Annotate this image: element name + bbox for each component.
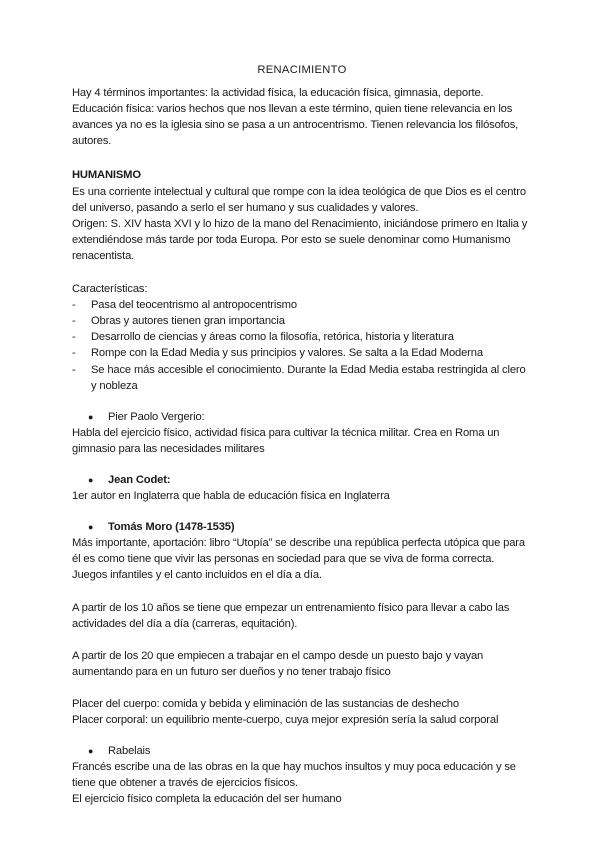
author-bullet-codet xyxy=(72,472,532,488)
list-item: - Desarrollo de ciencias y áreas como la filosofía, retórica, historia y literatura xyxy=(72,329,532,345)
list-item: - Pasa del teocentrismo al antropocentrismo xyxy=(72,297,532,313)
list-item: - Obras y autores tienen gran importancia xyxy=(72,313,532,329)
intro-paragraph: Educación física: varios hechos que nos llevan a este término, quien tiene relevancia en los avances ya no es la iglesia sino se pasa a un antrocentrismo. Tienen relevancia los filósofos, autores. xyxy=(72,103,519,148)
author-paragraph: Placer corporal: un equilibrio mente-cuerpo, cuya mejor expresión sería la salud corporal xyxy=(72,714,499,726)
bullet-icon: ● xyxy=(88,746,94,757)
bullet-icon: ● xyxy=(88,474,94,485)
humanismo-paragraph: Origen: S. XIV hasta XVI y lo hizo de la mano del Renacimiento, iniciándose primero en Italia y extendiéndose más tarde por toda Europa. Por esto se suele denominar como Humanismo renacentista. xyxy=(72,217,528,262)
humanismo-paragraph: Es una corriente intelectual y cultural que rompe con la idea teológica de que Dios es el centro del universo, pasando a serlo el ser humano y sus cualidades y valores. xyxy=(72,185,526,214)
author-paragraph: Francés escribe una de las obras en la que hay muchos insultos y muy poca educación y se tiene que obtener a través de ejercicios físicos. xyxy=(72,761,516,790)
author-name: Tomás Moro (1478-1535) xyxy=(108,521,235,534)
author-bullet-rabelais xyxy=(72,743,532,759)
document-title: RENACIMIENTO xyxy=(257,64,347,76)
author-paragraph: A partir de los 20 que empiecen a trabajar en el campo desde un puesto bajo y vayan aumentando para en un futuro ser dueños y no tener trabajo físico xyxy=(72,649,484,678)
author-paragraph: Habla del ejercicio físico, actividad física para cultivar la técnica militar. Crea en Roma un gimnasio para las necesidades militares xyxy=(72,426,500,455)
caracteristicas-label: Características: xyxy=(72,283,148,296)
document-page xyxy=(72,62,532,807)
author-bullet-moro xyxy=(72,519,532,535)
author-bullet-vergerio xyxy=(72,409,532,425)
author-paragraph: 1er autor en Inglaterra que habla de educación física en Inglaterra xyxy=(72,490,390,503)
bullet-icon: ● xyxy=(88,522,94,533)
section-heading-humanismo: HUMANISMO xyxy=(72,169,141,182)
list-item: - Rompe con la Edad Media y sus principios y valores. Se salta a la Edad Moderna xyxy=(72,345,532,361)
author-name: Rabelais xyxy=(108,745,151,758)
author-paragraph: A partir de los 10 años se tiene que empezar un entrenamiento físico para llevar a cabo las actividades del día a día (carreras, equitación). xyxy=(72,601,510,630)
author-paragraph: Placer del cuerpo: comida y bebida y eliminación de las sustancias de deshecho xyxy=(72,697,459,710)
author-name: Pier Paolo Vergerio: xyxy=(108,410,205,423)
list-item: - Se hace más accesible el conocimiento. Durante la Edad Media estaba restringida al clero y nobleza xyxy=(72,362,532,394)
author-paragraph: El ejercicio físico completa la educación del ser humano xyxy=(72,793,342,806)
author-name: Jean Codet: xyxy=(108,473,171,486)
author-paragraph: Más importante, aportación: libro “Utopía” se describe una república perfecta utópica que para él es como tiene que vivir las personas en sociedad para que se viva de forma correcta. Juegos infantiles y el canto incluidos en el día a día. xyxy=(72,537,525,582)
caracteristicas-list xyxy=(72,297,532,394)
bullet-icon: ● xyxy=(88,411,94,422)
intro-paragraph: Hay 4 términos importantes: la actividad física, la educación física, gimnasia, deporte. xyxy=(72,87,484,100)
